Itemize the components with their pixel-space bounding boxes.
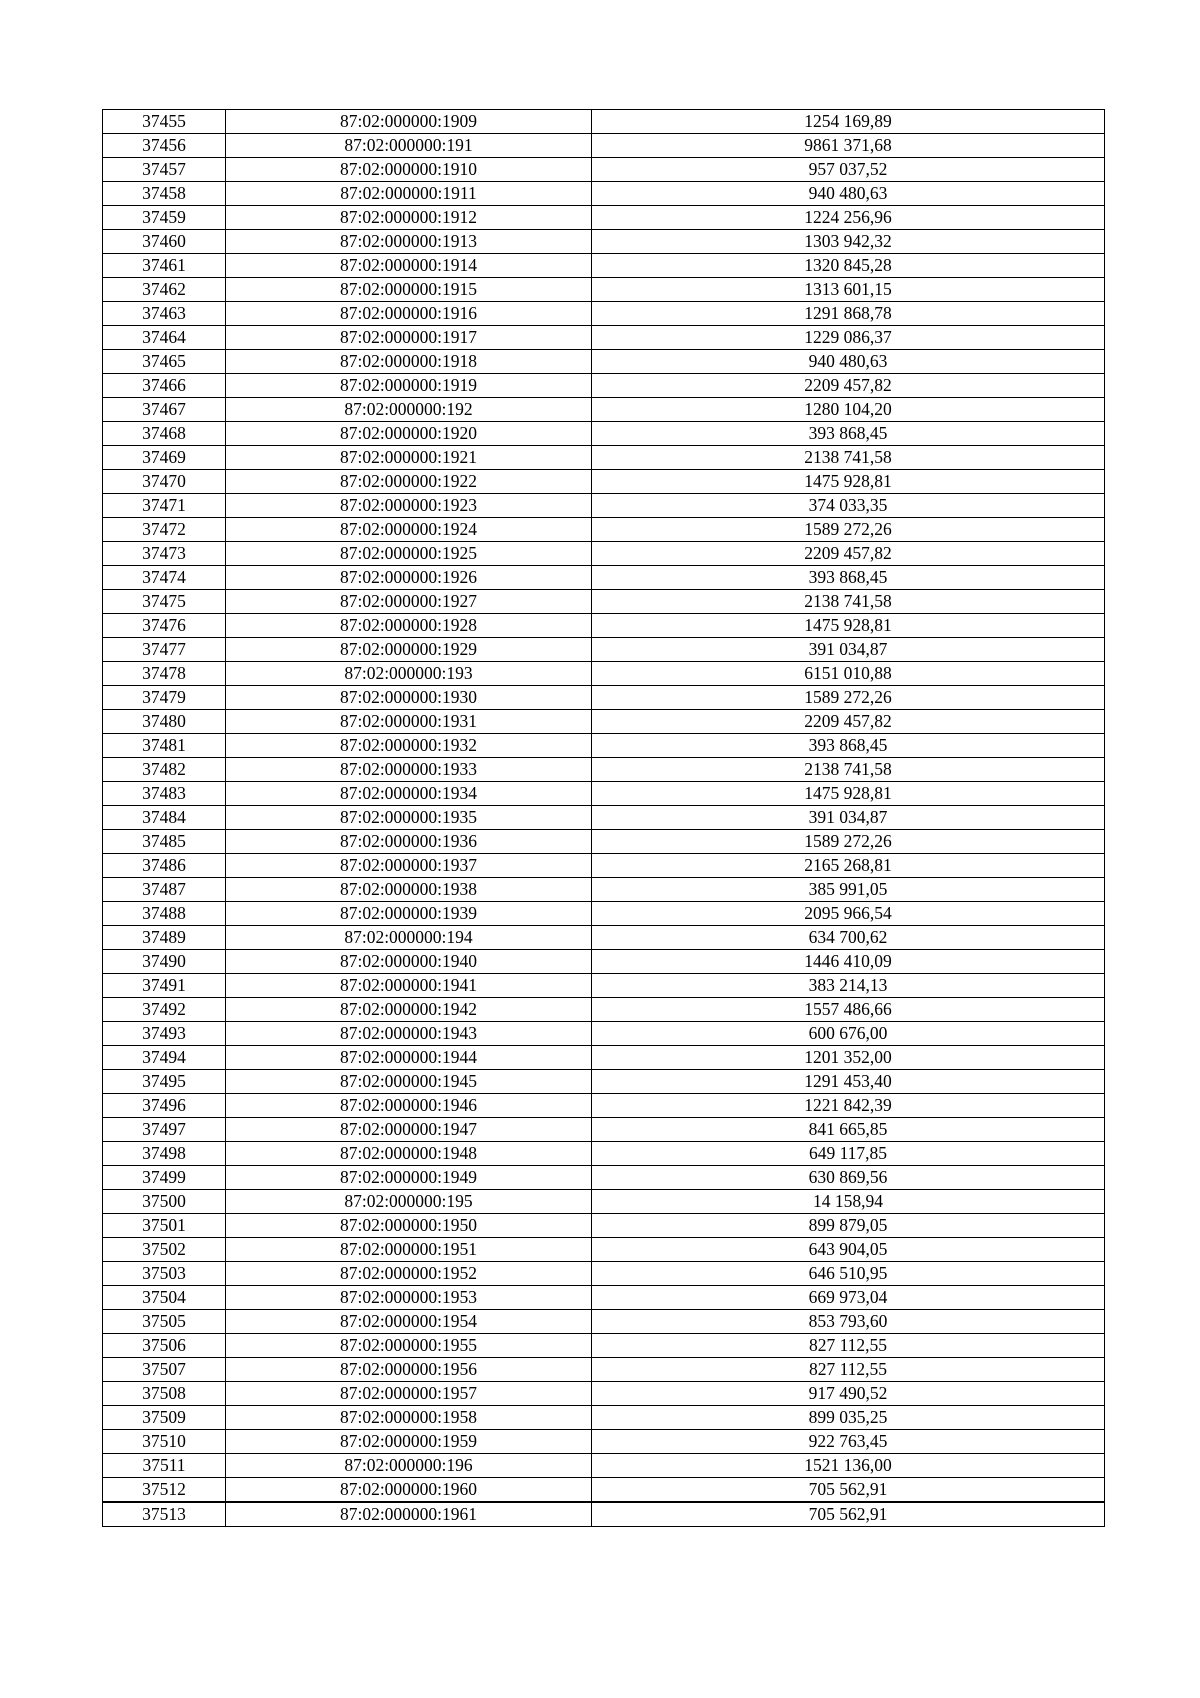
cadastral-number-cell: 87:02:000000:1913 [226,230,592,254]
table-row [103,974,1105,998]
row-number-cell: 37500 [103,1190,226,1214]
cadastral-number-cell: 87:02:000000:193 [226,662,592,686]
cadastral-value-cell: 1280 104,20 [592,398,1105,422]
table-row [103,1070,1105,1094]
cadastral-number-cell: 87:02:000000:1945 [226,1070,592,1094]
cadastral-value-cell: 393 868,45 [592,422,1105,446]
table-row [103,1094,1105,1118]
cadastral-value-cell: 841 665,85 [592,1118,1105,1142]
row-number-cell: 37495 [103,1070,226,1094]
table-row [103,134,1105,158]
table-row [103,278,1105,302]
row-number-cell: 37493 [103,1022,226,1046]
cadastral-value-cell: 2209 457,82 [592,710,1105,734]
cadastral-value-cell: 2095 966,54 [592,902,1105,926]
row-number-cell: 37473 [103,542,226,566]
cadastral-number-cell: 87:02:000000:1919 [226,374,592,398]
cadastral-number-cell: 87:02:000000:1948 [226,1142,592,1166]
row-number-cell: 37507 [103,1358,226,1382]
cadastral-number-cell: 87:02:000000:1953 [226,1286,592,1310]
cadastral-value-cell: 1291 453,40 [592,1070,1105,1094]
cadastral-number-cell: 87:02:000000:194 [226,926,592,950]
cadastral-number-cell: 87:02:000000:1910 [226,158,592,182]
cadastral-value-cell: 1589 272,26 [592,518,1105,542]
row-number-cell: 37497 [103,1118,226,1142]
table-row [103,1238,1105,1262]
row-number-cell: 37472 [103,518,226,542]
cadastral-number-cell: 87:02:000000:1937 [226,854,592,878]
table-row [103,998,1105,1022]
cadastral-number-cell: 87:02:000000:1942 [226,998,592,1022]
cadastral-value-cell: 669 973,04 [592,1286,1105,1310]
cadastral-number-cell: 87:02:000000:1959 [226,1430,592,1454]
cadastral-value-cell: 2209 457,82 [592,374,1105,398]
row-number-cell: 37474 [103,566,226,590]
row-number-cell: 37498 [103,1142,226,1166]
table-row [103,1022,1105,1046]
cadastral-value-cell: 922 763,45 [592,1430,1105,1454]
table-row [103,182,1105,206]
row-number-cell: 37463 [103,302,226,326]
cadastral-value-cell: 957 037,52 [592,158,1105,182]
table-row [103,926,1105,950]
table-row [103,230,1105,254]
cadastral-number-cell: 87:02:000000:1943 [226,1022,592,1046]
row-number-cell: 37458 [103,182,226,206]
cadastral-value-cell: 1313 601,15 [592,278,1105,302]
cadastral-number-cell: 87:02:000000:192 [226,398,592,422]
table-row [103,902,1105,926]
row-number-cell: 37465 [103,350,226,374]
cadastral-value-cell: 391 034,87 [592,638,1105,662]
cadastral-value-cell: 1589 272,26 [592,686,1105,710]
cadastral-value-cell: 1224 256,96 [592,206,1105,230]
row-number-cell: 37475 [103,590,226,614]
cadastral-value-cell: 917 490,52 [592,1382,1105,1406]
row-number-cell: 37510 [103,1430,226,1454]
table-row [103,1190,1105,1214]
cadastral-number-cell: 87:02:000000:1916 [226,302,592,326]
table-row [103,326,1105,350]
row-number-cell: 37460 [103,230,226,254]
row-number-cell: 37462 [103,278,226,302]
table-row [103,878,1105,902]
cadastral-value-cell: 853 793,60 [592,1310,1105,1334]
cadastral-number-cell: 87:02:000000:1923 [226,494,592,518]
cadastral-value-cell: 2138 741,58 [592,590,1105,614]
cadastral-number-cell: 87:02:000000:1946 [226,1094,592,1118]
table-row [103,734,1105,758]
table-row [103,470,1105,494]
table-row [103,1046,1105,1070]
table-row [103,1430,1105,1454]
row-number-cell: 37491 [103,974,226,998]
cadastral-number-cell: 87:02:000000:1950 [226,1214,592,1238]
cadastral-number-cell: 87:02:000000:1925 [226,542,592,566]
table-row [103,1214,1105,1238]
cadastral-value-cell: 634 700,62 [592,926,1105,950]
row-number-cell: 37477 [103,638,226,662]
row-number-cell: 37459 [103,206,226,230]
row-number-cell: 37466 [103,374,226,398]
table-row [103,1166,1105,1190]
cadastral-number-cell: 87:02:000000:1934 [226,782,592,806]
table-row [103,1142,1105,1166]
cadastral-number-cell: 87:02:000000:1918 [226,350,592,374]
row-number-cell: 37484 [103,806,226,830]
cadastral-number-cell: 87:02:000000:1915 [226,278,592,302]
cadastral-value-cell: 9861 371,68 [592,134,1105,158]
row-number-cell: 37513 [103,1502,226,1527]
table-row [103,158,1105,182]
cadastral-value-cell: 1446 410,09 [592,950,1105,974]
table-row [103,446,1105,470]
cadastral-number-cell: 87:02:000000:1961 [226,1502,592,1527]
cadastral-value-cell: 14 158,94 [592,1190,1105,1214]
cadastral-number-cell: 87:02:000000:1921 [226,446,592,470]
cadastral-value-cell: 705 562,91 [592,1478,1105,1503]
row-number-cell: 37492 [103,998,226,1022]
cadastral-number-cell: 87:02:000000:1952 [226,1262,592,1286]
table-row [103,206,1105,230]
table-row [103,350,1105,374]
cadastral-value-cell: 1303 942,32 [592,230,1105,254]
table-row [103,662,1105,686]
cadastral-number-cell: 87:02:000000:1930 [226,686,592,710]
cadastral-number-cell: 87:02:000000:1955 [226,1334,592,1358]
cadastral-number-cell: 87:02:000000:1933 [226,758,592,782]
table-row [103,566,1105,590]
table-row [103,1382,1105,1406]
row-number-cell: 37464 [103,326,226,350]
cadastral-number-cell: 87:02:000000:196 [226,1454,592,1478]
table-row [103,854,1105,878]
table-row [103,782,1105,806]
cadastral-number-cell: 87:02:000000:1944 [226,1046,592,1070]
table-row [103,1334,1105,1358]
cadastral-number-cell: 87:02:000000:1954 [226,1310,592,1334]
cadastral-number-cell: 87:02:000000:1939 [226,902,592,926]
table-row [103,1358,1105,1382]
table-row [103,614,1105,638]
cadastral-number-cell: 87:02:000000:1924 [226,518,592,542]
table-row [103,1286,1105,1310]
table-body [103,110,1105,1527]
row-number-cell: 37502 [103,1238,226,1262]
cadastral-value-cell: 393 868,45 [592,566,1105,590]
cadastral-value-cell: 643 904,05 [592,1238,1105,1262]
row-number-cell: 37455 [103,110,226,134]
row-number-cell: 37471 [103,494,226,518]
row-number-cell: 37511 [103,1454,226,1478]
cadastral-value-cell: 649 117,85 [592,1142,1105,1166]
table-row [103,422,1105,446]
row-number-cell: 37489 [103,926,226,950]
cadastral-number-cell: 87:02:000000:1909 [226,110,592,134]
table-row [103,686,1105,710]
cadastral-number-cell: 87:02:000000:1927 [226,590,592,614]
cadastral-value-cell: 899 879,05 [592,1214,1105,1238]
table-row [103,1502,1105,1527]
cadastral-number-cell: 87:02:000000:1912 [226,206,592,230]
cadastral-number-cell: 87:02:000000:1949 [226,1166,592,1190]
cadastral-number-cell: 87:02:000000:1920 [226,422,592,446]
row-number-cell: 37496 [103,1094,226,1118]
row-number-cell: 37505 [103,1310,226,1334]
table-row [103,1454,1105,1478]
row-number-cell: 37468 [103,422,226,446]
cadastral-number-cell: 87:02:000000:1922 [226,470,592,494]
row-number-cell: 37469 [103,446,226,470]
cadastral-number-cell: 87:02:000000:1940 [226,950,592,974]
cadastral-number-cell: 87:02:000000:1936 [226,830,592,854]
table-row [103,254,1105,278]
cadastral-number-cell: 87:02:000000:1917 [226,326,592,350]
table-row [103,830,1105,854]
cadastral-value-cell: 1521 136,00 [592,1454,1105,1478]
row-number-cell: 37503 [103,1262,226,1286]
table-row [103,1118,1105,1142]
cadastral-number-cell: 87:02:000000:1911 [226,182,592,206]
cadastral-number-cell: 87:02:000000:1960 [226,1478,592,1503]
cadastral-number-cell: 87:02:000000:1956 [226,1358,592,1382]
row-number-cell: 37501 [103,1214,226,1238]
row-number-cell: 37457 [103,158,226,182]
cadastral-number-cell: 87:02:000000:1932 [226,734,592,758]
row-number-cell: 37456 [103,134,226,158]
cadastral-number-cell: 87:02:000000:1926 [226,566,592,590]
cadastral-value-cell: 393 868,45 [592,734,1105,758]
cadastral-value-cell: 827 112,55 [592,1334,1105,1358]
cadastral-number-cell: 87:02:000000:1938 [226,878,592,902]
cadastral-value-cell: 1221 842,39 [592,1094,1105,1118]
table-row [103,398,1105,422]
cadastral-value-cell: 1201 352,00 [592,1046,1105,1070]
cadastral-value-cell: 6151 010,88 [592,662,1105,686]
cadastral-value-cell: 2138 741,58 [592,446,1105,470]
row-number-cell: 37488 [103,902,226,926]
cadastral-number-cell: 87:02:000000:1931 [226,710,592,734]
cadastral-value-cell: 1475 928,81 [592,614,1105,638]
cadastral-number-cell: 87:02:000000:1935 [226,806,592,830]
cadastral-value-cell: 1589 272,26 [592,830,1105,854]
cadastral-number-cell: 87:02:000000:1914 [226,254,592,278]
cadastral-value-cell: 391 034,87 [592,806,1105,830]
cadastral-number-cell: 87:02:000000:195 [226,1190,592,1214]
row-number-cell: 37483 [103,782,226,806]
row-number-cell: 37481 [103,734,226,758]
table-row [103,758,1105,782]
row-number-cell: 37482 [103,758,226,782]
row-number-cell: 37461 [103,254,226,278]
table-row [103,518,1105,542]
cadastral-value-cell: 600 676,00 [592,1022,1105,1046]
table-row [103,1262,1105,1286]
row-number-cell: 37508 [103,1382,226,1406]
cadastral-value-cell: 374 033,35 [592,494,1105,518]
cadastral-number-cell: 87:02:000000:1957 [226,1382,592,1406]
cadastral-value-cell: 1475 928,81 [592,470,1105,494]
cadastral-value-cell: 899 035,25 [592,1406,1105,1430]
table-row [103,590,1105,614]
cadastral-number-cell: 87:02:000000:1958 [226,1406,592,1430]
table-row [103,542,1105,566]
cadastral-number-cell: 87:02:000000:191 [226,134,592,158]
cadastral-value-cell: 940 480,63 [592,350,1105,374]
row-number-cell: 37478 [103,662,226,686]
row-number-cell: 37476 [103,614,226,638]
row-number-cell: 37487 [103,878,226,902]
row-number-cell: 37509 [103,1406,226,1430]
table-row [103,374,1105,398]
table-row [103,494,1105,518]
cadastral-value-cell: 2209 457,82 [592,542,1105,566]
cadastral-number-cell: 87:02:000000:1928 [226,614,592,638]
row-number-cell: 37470 [103,470,226,494]
table-row [103,710,1105,734]
table-row [103,1310,1105,1334]
table-row [103,1478,1105,1503]
cadastral-number-cell: 87:02:000000:1929 [226,638,592,662]
cadastral-value-cell: 383 214,13 [592,974,1105,998]
row-number-cell: 37490 [103,950,226,974]
cadastral-value-table [102,109,1105,1527]
table-row [103,950,1105,974]
row-number-cell: 37494 [103,1046,226,1070]
row-number-cell: 37512 [103,1478,226,1503]
cadastral-number-cell: 87:02:000000:1941 [226,974,592,998]
cadastral-value-cell: 940 480,63 [592,182,1105,206]
row-number-cell: 37485 [103,830,226,854]
row-number-cell: 37499 [103,1166,226,1190]
cadastral-value-cell: 2165 268,81 [592,854,1105,878]
cadastral-value-cell: 1291 868,78 [592,302,1105,326]
cadastral-value-cell: 1475 928,81 [592,782,1105,806]
cadastral-value-cell: 1557 486,66 [592,998,1105,1022]
cadastral-value-cell: 2138 741,58 [592,758,1105,782]
table-row [103,806,1105,830]
row-number-cell: 37506 [103,1334,226,1358]
table-row [103,1406,1105,1430]
row-number-cell: 37467 [103,398,226,422]
row-number-cell: 37504 [103,1286,226,1310]
row-number-cell: 37486 [103,854,226,878]
table-row [103,302,1105,326]
cadastral-value-cell: 827 112,55 [592,1358,1105,1382]
table-row [103,638,1105,662]
cadastral-value-cell: 385 991,05 [592,878,1105,902]
cadastral-value-cell: 630 869,56 [592,1166,1105,1190]
cadastral-value-cell: 1320 845,28 [592,254,1105,278]
cadastral-number-cell: 87:02:000000:1947 [226,1118,592,1142]
cadastral-value-cell: 1254 169,89 [592,110,1105,134]
cadastral-value-cell: 1229 086,37 [592,326,1105,350]
cadastral-value-cell: 705 562,91 [592,1502,1105,1527]
table-row [103,110,1105,134]
cadastral-number-cell: 87:02:000000:1951 [226,1238,592,1262]
row-number-cell: 37480 [103,710,226,734]
row-number-cell: 37479 [103,686,226,710]
cadastral-value-cell: 646 510,95 [592,1262,1105,1286]
